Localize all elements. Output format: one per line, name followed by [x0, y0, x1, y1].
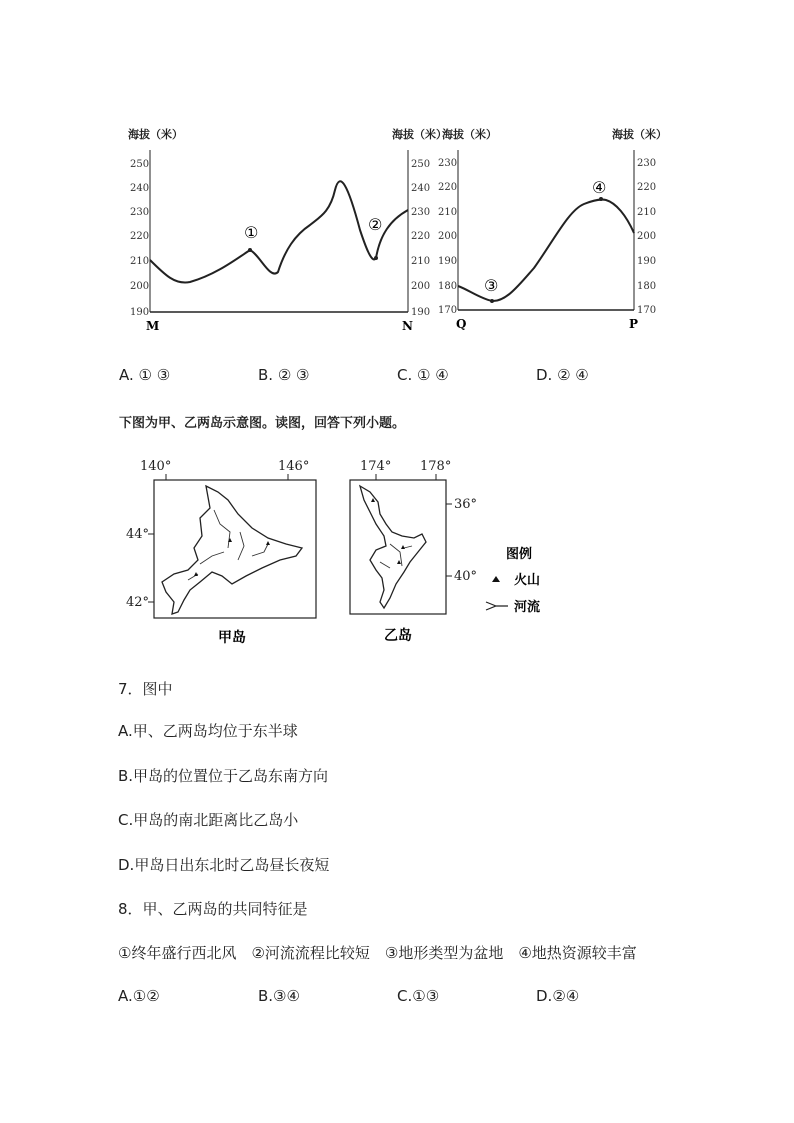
- tick-label: 220: [438, 182, 458, 193]
- tick-label: 190: [637, 256, 657, 267]
- axis-ticks: [130, 159, 430, 318]
- q7-option-c: C.甲岛的南北距离比乙岛小: [118, 811, 299, 829]
- q7-option-b: B.甲岛的位置位于乙岛东南方向: [118, 767, 329, 785]
- marker-dot-4: [599, 197, 603, 201]
- legend-title: 图例: [506, 547, 533, 562]
- marker-dot-3: [490, 299, 494, 303]
- start-label: Q: [456, 317, 467, 331]
- q8-option-b: B.③④: [258, 987, 300, 1005]
- lat-label: 36°: [454, 497, 478, 512]
- marker-dot-2: [374, 256, 378, 260]
- marker-dot-1: [248, 248, 252, 252]
- map-caption: 乙岛: [384, 628, 412, 644]
- lon-label: 174°: [360, 459, 392, 474]
- tick-label: 190: [438, 256, 458, 267]
- tick-label: 170: [637, 305, 657, 316]
- tick-label: 210: [438, 207, 458, 218]
- legend-river-label: 河流: [514, 600, 541, 615]
- left-axis-title: 海拔（米）: [442, 128, 497, 141]
- start-label: M: [146, 319, 160, 333]
- tick-label: 200: [130, 281, 150, 292]
- q6-option-c: C. ① ④: [397, 366, 449, 384]
- right-axis-title: 海拔（米）: [392, 128, 447, 141]
- q8-option-a: A.①②: [118, 987, 160, 1005]
- q7-option-a: A.甲、乙两岛均位于东半球: [118, 722, 298, 740]
- tick-label: 230: [411, 207, 431, 218]
- q6-option-d: D. ② ④: [536, 366, 589, 384]
- tick-label: 250: [130, 159, 150, 170]
- q8-statements: ①终年盛行西北风 ②河流流程比较短 ③地形类型为盆地 ④地热资源较丰富: [118, 944, 637, 962]
- left-axis-title: 海拔（米）: [128, 128, 183, 141]
- q8-option-d: D.②④: [536, 987, 580, 1005]
- q8-stem: 8．甲、乙两岛的共同特征是: [118, 900, 308, 918]
- tick-label: 170: [438, 305, 458, 316]
- q7-stem: 7．图中: [118, 680, 173, 698]
- tick-label: 200: [438, 231, 458, 242]
- q8-option-c: C.①③: [397, 987, 440, 1005]
- tick-label: 200: [411, 281, 431, 292]
- map-jia: [128, 452, 328, 647]
- tick-label: 190: [130, 307, 150, 318]
- volcano-icon: [492, 576, 500, 582]
- q6-option-a: A. ① ③: [119, 366, 171, 384]
- lon-label: 178°: [420, 459, 452, 474]
- lat-label: 40°: [454, 569, 478, 584]
- end-label: N: [402, 319, 413, 333]
- lat-label: 42°: [126, 595, 150, 610]
- tick-label: 220: [130, 231, 150, 242]
- lat-label: 44°: [126, 527, 150, 542]
- tick-label: 210: [130, 256, 150, 267]
- tick-label: 200: [637, 231, 657, 242]
- tick-label: 230: [130, 207, 150, 218]
- tick-label: 250: [411, 159, 431, 170]
- tick-label: 230: [438, 158, 458, 169]
- q7-option-d: D.甲岛日出东北时乙岛昼长夜短: [118, 856, 330, 874]
- tick-label: 190: [411, 307, 431, 318]
- intro-text: 下图为甲、乙两岛示意图。读图，回答下列小题。: [119, 416, 406, 431]
- q6-option-b: B. ② ③: [258, 366, 310, 384]
- legend-volcano-label: 火山: [514, 573, 541, 588]
- river-icon: [486, 602, 508, 610]
- marker-label-1: ①: [244, 223, 259, 242]
- tick-label: 240: [411, 183, 431, 194]
- marker-label-3: ③: [484, 276, 499, 295]
- tick-label: 180: [637, 281, 657, 292]
- tick-label: 220: [637, 182, 657, 193]
- tick-label: 210: [411, 256, 431, 267]
- tick-label: 210: [637, 207, 657, 218]
- profile-chart-mn: [120, 120, 447, 340]
- marker-label-4: ④: [592, 178, 607, 197]
- tick-label: 180: [438, 281, 458, 292]
- marker-label-2: ②: [368, 215, 383, 234]
- map-legend: [484, 540, 564, 620]
- tick-label: 240: [130, 183, 150, 194]
- right-axis-title: 海拔（米）: [612, 128, 667, 141]
- map-caption: 甲岛: [218, 630, 246, 646]
- lon-label: 140°: [140, 459, 172, 474]
- lon-label: 146°: [278, 459, 310, 474]
- profile-chart-qp: [434, 120, 667, 340]
- tick-label: 230: [637, 158, 657, 169]
- tick-label: 220: [411, 231, 431, 242]
- end-label: P: [629, 317, 639, 331]
- map-yi: [340, 452, 480, 647]
